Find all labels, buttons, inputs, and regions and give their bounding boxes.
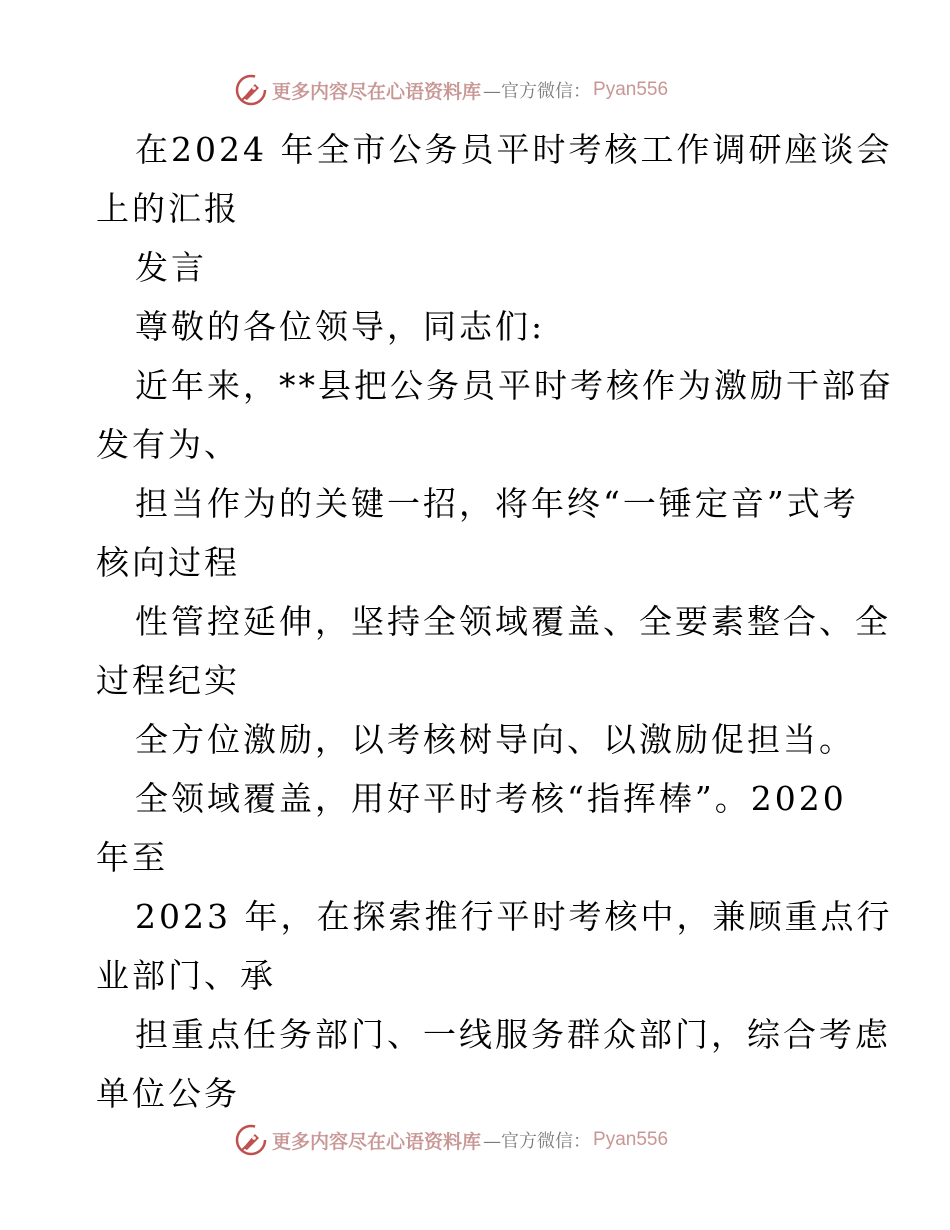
document-line: 担重点任务部门、一线服务群众部门，综合考虑 xyxy=(135,1015,891,1054)
document-line: 业部门、承 xyxy=(96,956,276,995)
document-line: 在2024 年全市公务员平时考核工作调研座谈会 xyxy=(135,130,893,169)
watermark-id-text: Pyan556 xyxy=(593,79,669,100)
document-line: 发言 xyxy=(135,248,207,287)
document-line: 全领域覆盖，用好平时考核“指挥棒”。2020 xyxy=(135,779,847,818)
document-line: 上的汇报 xyxy=(96,189,240,228)
document-line: 2023 年，在探索推行平时考核中，兼顾重点行 xyxy=(135,897,893,936)
document-line: 过程纪实 xyxy=(96,661,240,700)
document-line: 全方位激励，以考核树导向、以激励促担当。 xyxy=(135,720,855,759)
document-line: 担当作为的关键一招，将年终“一锤定音”式考 xyxy=(135,484,859,523)
header-watermark xyxy=(234,72,668,108)
document-line: 性管控延伸，坚持全领域覆盖、全要素整合、全 xyxy=(135,602,891,641)
watermark-sub-text: —官方微信： xyxy=(483,81,592,102)
watermark-main-text: 更多内容尽在心语资料库 xyxy=(272,1130,482,1153)
document-body xyxy=(96,120,894,1123)
document-line: 单位公务 xyxy=(96,1074,240,1113)
document-line: 年至 xyxy=(96,838,168,877)
pen-nib-logo-icon xyxy=(234,1123,268,1157)
watermark-id-text: Pyan556 xyxy=(593,1129,669,1150)
pen-nib-logo-icon xyxy=(234,73,268,107)
document-line: 尊敬的各位领导，同志们: xyxy=(135,307,546,346)
watermark-main-text: 更多内容尽在心语资料库 xyxy=(272,80,482,103)
document-line: 发有为、 xyxy=(96,425,240,464)
footer-watermark xyxy=(234,1122,668,1158)
document-line: 核向过程 xyxy=(96,543,240,582)
watermark-sub-text: —官方微信： xyxy=(483,1131,592,1152)
document-line: 近年来，**县把公务员平时考核作为激励干部奋 xyxy=(135,366,894,405)
